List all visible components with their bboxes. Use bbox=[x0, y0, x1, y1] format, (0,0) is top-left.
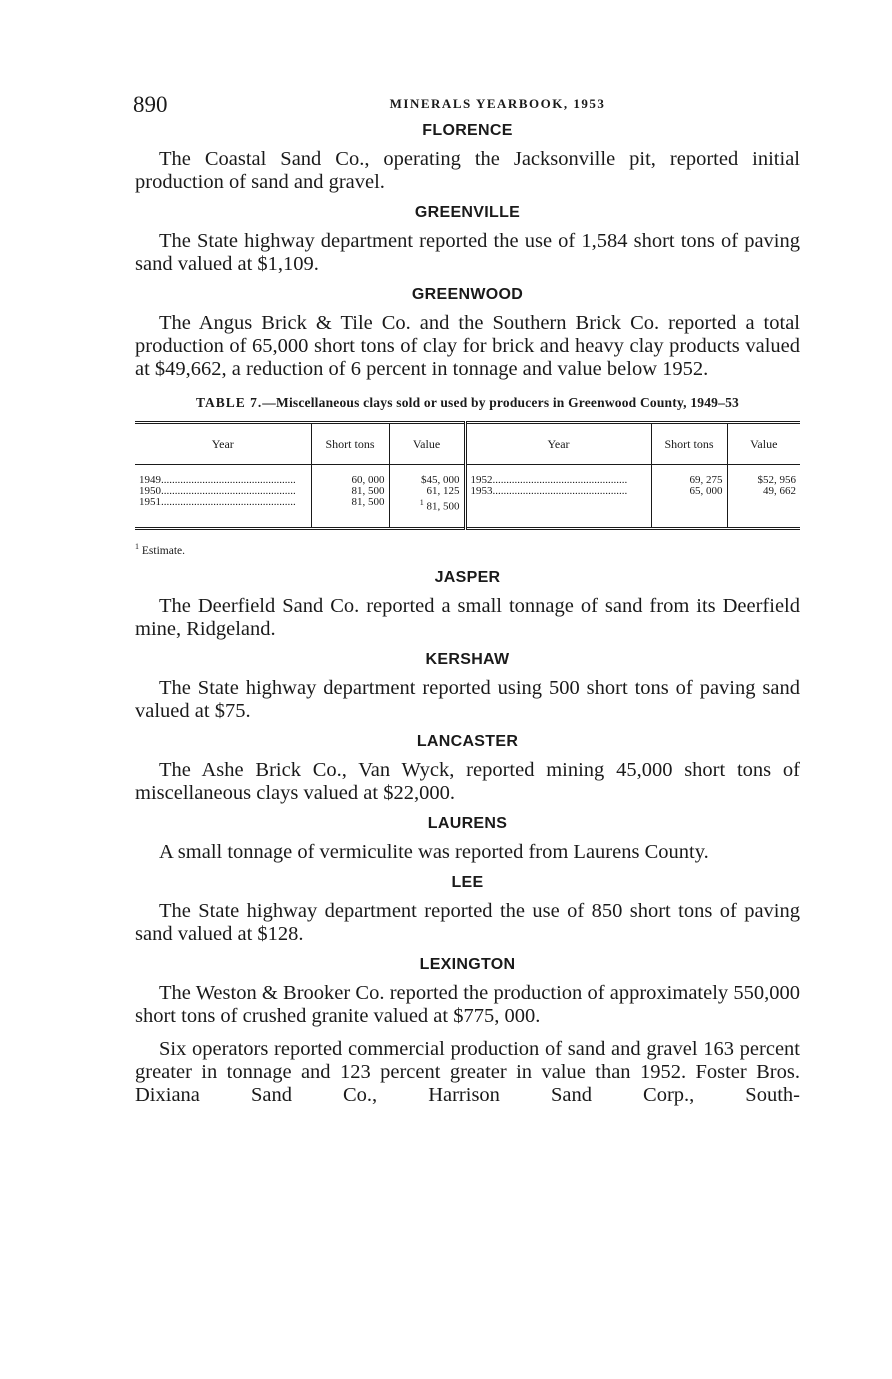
short-tons-cell: 65, 000 bbox=[689, 486, 723, 497]
section-text-lee: The State highway department reported the use of 850 short tons of paving sand valued at $128. bbox=[135, 899, 800, 945]
values-right bbox=[727, 465, 800, 529]
short-tons-left bbox=[311, 465, 389, 529]
col-header-value-right: Value bbox=[727, 423, 800, 465]
table-caption-text: —Miscellaneous clays sold or used by producers in Greenwood County, 1949–53 bbox=[262, 395, 739, 410]
section-text-kershaw: The State highway department reported using 500 short tons of paving sand valued at $75. bbox=[135, 676, 800, 722]
year-cell: 1953................................................. bbox=[470, 486, 628, 497]
section-title-kershaw: KERSHAW bbox=[425, 650, 510, 668]
page bbox=[135, 88, 800, 1117]
short-tons-cell: 69, 275 bbox=[689, 475, 723, 486]
col-header-short-tons-right: Short tons bbox=[651, 423, 727, 465]
years-right bbox=[465, 465, 651, 529]
section-text-florence: The Coastal Sand Co., operating the Jacksonville pit, reported initial production of sand and gravel. bbox=[135, 148, 800, 193]
year-cell: 1952................................................. bbox=[470, 475, 628, 486]
value-cell: $52, 956 bbox=[757, 475, 796, 486]
running-title: MINERALS YEARBOOK, 1953 bbox=[389, 96, 606, 111]
value-cell: $45, 000 bbox=[421, 475, 460, 486]
section-title-lexington: LEXINGTON bbox=[419, 955, 516, 973]
table-footnote: $^1$ Estimate. bbox=[135, 542, 185, 557]
short-tons-cell: 81, 500 bbox=[351, 497, 385, 508]
section-text-greenville: The State highway department reported the use of 1,584 short tons of paving sand valued at $1,109. bbox=[135, 230, 800, 275]
section-title-greenwood: GREENWOOD bbox=[411, 286, 524, 303]
running-header bbox=[135, 88, 800, 122]
short-tons-cell: 81, 500 bbox=[351, 486, 385, 497]
col-header-year-left: Year bbox=[135, 423, 311, 465]
section-title-florence: FLORENCE bbox=[422, 122, 513, 139]
value-cell: $^1$ 81, 500 bbox=[419, 498, 460, 513]
section-text-lancaster: The Ashe Brick Co., Van Wyck, reported mining 45,000 short tons of miscellaneous clays valued at $22,000. bbox=[135, 758, 800, 804]
section-title-lancaster: LANCASTER bbox=[416, 732, 519, 750]
table-header-row bbox=[135, 423, 800, 465]
section-text-greenwood: The Angus Brick & Tile Co. and the Southern Brick Co. reported a total production of 65,000 short tons of clay for brick and heavy clay products valued at $49,662, a reduction of 6 percent in tonnage and value below 1952. bbox=[135, 312, 800, 380]
short-tons-right bbox=[651, 465, 727, 529]
section-title-lee: LEE bbox=[451, 873, 484, 891]
col-header-short-tons-left: Short tons bbox=[311, 423, 389, 465]
clays-table bbox=[135, 421, 800, 530]
footnote-marker: 1 bbox=[419, 498, 424, 507]
footnote-marker: 1 bbox=[135, 542, 139, 551]
year-cell: 1951................................................. bbox=[139, 497, 296, 508]
table-label: TABLE 7. bbox=[196, 395, 263, 410]
section-text-jasper: The Deerfield Sand Co. reported a small tonnage of sand from its Deerfield mine, Ridgeland. bbox=[135, 594, 800, 640]
years-left bbox=[135, 465, 311, 529]
table-caption bbox=[135, 395, 800, 411]
section-text-laurens: A small tonnage of vermiculite was reported from Laurens County. bbox=[159, 840, 709, 863]
col-header-value-left: Value bbox=[389, 423, 465, 465]
short-tons-cell: 60, 000 bbox=[351, 475, 385, 486]
year-cell: 1950................................................. bbox=[139, 486, 296, 497]
value-cell: 49, 662 bbox=[763, 486, 796, 497]
table-row bbox=[135, 465, 800, 529]
section-title-jasper: JASPER bbox=[434, 568, 501, 586]
year-cell: 1949................................................. bbox=[139, 475, 296, 486]
page-number: 890 bbox=[133, 92, 168, 117]
section-title-greenville: GREENVILLE bbox=[414, 204, 521, 221]
section-title-laurens: LAURENS bbox=[427, 814, 508, 832]
section-text-lexington-2: Six operators reported commercial production of sand and gravel 163 percent greater in tonnage and 123 percent greater in value than 1952. Foster Bros. Dixiana Sand Co., Harrison Sand Corp., South- bbox=[135, 1037, 800, 1106]
values-left bbox=[389, 465, 465, 529]
col-header-year-right: Year bbox=[465, 423, 651, 465]
section-text-lexington-1: The Weston & Brooker Co. reported the production of approximately 550,000 short tons of crushed granite valued at $775, 000. bbox=[135, 981, 800, 1027]
value-cell: 61, 125 bbox=[426, 486, 460, 497]
